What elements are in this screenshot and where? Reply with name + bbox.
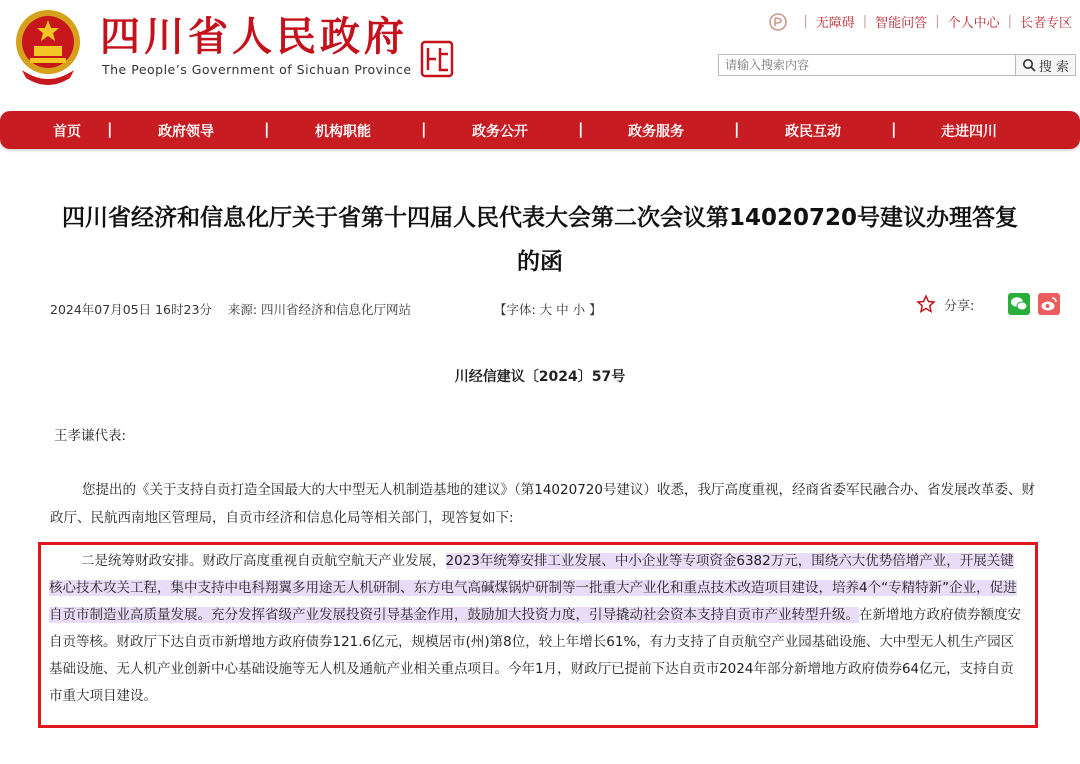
- search-icon: [1022, 58, 1036, 72]
- article-meta: [50, 300, 411, 318]
- link-personal-center[interactable]: 个人中心: [947, 16, 1000, 31]
- nav-divider: |: [421, 120, 427, 138]
- search-input[interactable]: [718, 54, 1016, 76]
- nav-government-services[interactable]: 政务服务: [628, 124, 684, 140]
- site-header: [0, 0, 1080, 108]
- nav-divider: |: [578, 120, 584, 138]
- nav-about-sichuan[interactable]: 走进四川: [941, 124, 997, 140]
- section-text-highlight-2: 充分发挥省级产业发展投资引导基金作用，鼓励加大投资力度，引导撬动社会资本支持自贡市产业转型升级。: [211, 607, 859, 623]
- publish-date: 2024年07月05日 16时23分: [50, 302, 212, 317]
- nav-divider: |: [734, 120, 740, 138]
- weibo-share-icon[interactable]: [1038, 293, 1060, 315]
- nav-public-interaction[interactable]: 政民互动: [785, 124, 841, 140]
- nav-divider: |: [891, 120, 897, 138]
- intro-paragraph: 您提出的《关于支持自贡打造全国最大的大中型无人机制造基地的建议》（第14020720号建议）收悉，我厅高度重视，经商省委军民融合办、省发展改革委、财政厅、民航西南地区管理局，自贡市经济和信息化局等相关部门，现答复如下:: [50, 482, 1035, 526]
- link-smart-qa[interactable]: 智能问答: [875, 16, 928, 31]
- nav-institutions[interactable]: 机构职能: [315, 124, 371, 140]
- nav-divider: |: [107, 120, 113, 138]
- search-button[interactable]: [1016, 54, 1076, 76]
- article-title-line1: 四川省经济和信息化厅关于省第十四届人民代表大会第二次会议第14020720号建议办理答复: [61, 205, 1019, 231]
- document-number: 川经信建议〔2024〕57号: [454, 369, 626, 385]
- salutation: 王孝谦代表:: [54, 428, 127, 444]
- share-label: 分享:: [944, 298, 975, 314]
- font-size-controls[interactable]: 【字体: 大 中 小 】: [494, 302, 602, 317]
- weibo-icon[interactable]: [769, 13, 787, 31]
- wechat-icon[interactable]: [1008, 293, 1030, 315]
- article-title: [30, 196, 1050, 284]
- nav-government-leaders[interactable]: 政府领导: [158, 124, 214, 140]
- article-source: 来源: 四川省经济和信息化厅网站: [227, 302, 412, 317]
- link-elderly-zone[interactable]: 长者专区: [1019, 16, 1072, 31]
- nav-government-affairs[interactable]: 政务公开: [472, 124, 528, 140]
- section-text-tail: 在新增地方政府债券额度安自贡等核。财政厅下达自贡市新增地方政府债券121.6亿元，规模居市(州)第8位，较上年增长61%，有力支持了自贡航空产业园基础设施、大中型无人机生产园区基础设施、无人机产业创新中心基础设施等无人机及通航产业相关重点项目。今年1月，财政厅已提前下达自贡市2024年部分新增地方政府债券64亿元，支持自贡市重大项目建设。: [49, 607, 1021, 704]
- nav-divider: |: [264, 120, 270, 138]
- star-favorite-icon[interactable]: [916, 294, 936, 314]
- section-paragraph: [49, 548, 1027, 710]
- top-links: | 无障碍 | 智能问答 | 个人中心 | 长者专区: [769, 12, 1072, 31]
- article-title-line2: 的函: [517, 249, 563, 275]
- highlighted-section-box: [38, 542, 1038, 728]
- section-text-lead: 二是统筹财政安排。财政厅高度重视自贡航空航天产业发展，: [81, 553, 446, 569]
- share-bar: [916, 293, 1060, 315]
- national-emblem-icon[interactable]: [12, 6, 84, 86]
- main-nav: [0, 111, 1080, 149]
- section-text-highlight: 2023年统筹安排工业发展、中小企业等专项资金6382万元，围绕六大优势倍增产业，开展关键核心技术攻关工程，集中支持中电科翔翼多用途无人机研制、东方电气高碱煤锅炉研制等一批重大产业化和重点技术改造项目建设，培养4个“专精特新”企业，促进自贡市制造业高质量发展。: [49, 553, 1017, 623]
- site-title[interactable]: 四川省人民政府: [100, 13, 408, 60]
- link-accessibility[interactable]: 无障碍: [815, 16, 855, 31]
- nav-home[interactable]: 首页: [53, 124, 81, 140]
- search-button-label: 搜 索: [1038, 59, 1070, 75]
- site-title-english: The People’s Government of Sichuan Province: [102, 62, 412, 77]
- seal-logo-icon: [420, 40, 454, 78]
